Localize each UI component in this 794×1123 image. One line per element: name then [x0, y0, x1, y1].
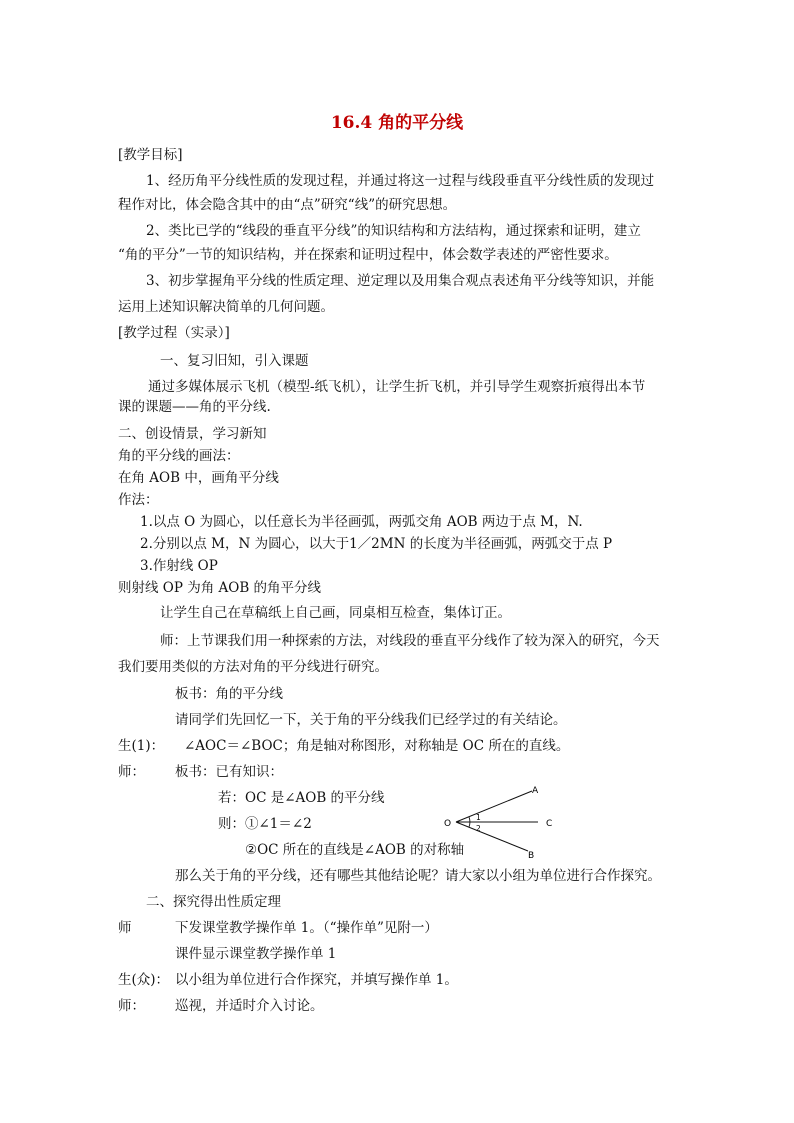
- label-o: O: [444, 819, 452, 829]
- label-c: C: [546, 819, 553, 829]
- label-a: A: [532, 786, 539, 796]
- process-heading: [教学过程（实录）]: [118, 325, 230, 341]
- open-question: 那么关于角的平分线，还有哪些其他结论呢？请大家以小组为单位进行合作探究。: [175, 868, 661, 884]
- section1-heading: 一、复习旧知，引入课题: [160, 353, 309, 369]
- bisector-task: 在角 AOB 中，画角平分线: [118, 470, 279, 486]
- if-statement: 若：OC 是∠AOB 的平分线: [218, 790, 385, 806]
- board-note-1: 板书：角的平分线: [175, 686, 283, 702]
- conclusion: 则射线 OP 为角 AOB 的角平分线: [118, 580, 322, 596]
- objective-line-5: 3、初步掌握角平分线的性质定理、逆定理以及用集合观点表述角平分线等知识，并能: [146, 273, 655, 289]
- angle-bisector-diagram: [440, 780, 570, 862]
- objective-line-3: 2、类比已学的“线段的垂直平分线”的知识结构和方法结构，通过探索和证明，建立: [146, 223, 641, 239]
- objective-line-1: 1、经历角平分线性质的发现过程，并通过将这一过程与线段垂直平分线性质的发现过: [146, 173, 655, 189]
- section1-text-2: 课的课题——角的平分线.: [118, 399, 271, 415]
- label-b: B: [528, 851, 535, 861]
- teacher2-label: 师: [118, 920, 132, 936]
- students-label: 生(众)：: [118, 972, 170, 988]
- student1-label: 生(1)：: [118, 738, 165, 754]
- objective-line-6: 运用上述知识解决简单的几何问题。: [118, 299, 334, 315]
- step-3: 3.作射线 OP: [140, 558, 218, 574]
- label-angle-2: 2: [476, 824, 481, 833]
- section1-text-1: 通过多媒体展示飞机（模型-纸飞机），让学生折飞机，并引导学生观察折痕得出本节: [148, 379, 646, 395]
- document-title: 16.4 角的平分线: [330, 113, 464, 133]
- step-2: 2.分别以点 M，N 为圆心，以大于1／2MN 的长度为半径画弧，两弧交于点 P: [140, 536, 613, 552]
- ray-ob: [456, 822, 528, 851]
- self-check: 让学生自己在草稿纸上自己画，同桌相互检查，集体订正。: [160, 605, 511, 621]
- board-note-2: 板书：已有知识：: [175, 764, 283, 780]
- then-statement: 则：①∠1＝∠2: [218, 816, 312, 832]
- teacher3-text: 巡视，并适时介入讨论。: [175, 998, 324, 1014]
- label-angle-1: 1: [476, 813, 481, 822]
- recall-prompt: 请同学们先回忆一下，关于角的平分线我们已经学过的有关结论。: [175, 712, 567, 728]
- teacher-intro-1: 师：上节课我们用一种探索的方法，对线段的垂直平分线作了较为深入的研究，今天: [160, 633, 660, 649]
- step-1: 1.以点 O 为圆心，以任意长为半径画弧，两弧交角 AOB 两边于点 M，N.: [140, 514, 583, 530]
- objective-line-2: 程作对比，体会隐含其中的由“点”研究“线”的研究思想。: [118, 197, 457, 213]
- objectives-heading: [教学目标]: [118, 147, 183, 163]
- method-label: 作法：: [118, 492, 159, 508]
- ray-oa: [456, 791, 532, 822]
- teacher2-text: 下发课堂教学操作单 1。（“操作单”见附一）: [175, 920, 438, 936]
- courseware-note: 课件显示课堂教学操作单 1: [175, 946, 337, 962]
- section3-heading: 二、探究得出性质定理: [146, 894, 281, 910]
- then-statement-2: ②OC 所在的直线是∠AOB 的对称轴: [245, 842, 465, 858]
- teacher3-label: 师：: [118, 998, 145, 1014]
- section2-heading: 二、创设情景，学习新知: [118, 426, 267, 442]
- student1-text: ∠AOC＝∠BOC；角是轴对称图形，对称轴是 OC 所在的直线。: [184, 738, 570, 754]
- teacher-intro-2: 我们要用类似的方法对角的平分线进行研究。: [118, 659, 388, 675]
- teacher-label: 师：: [118, 764, 145, 780]
- students-text: 以小组为单位进行合作探究，并填写操作单 1。: [175, 972, 458, 988]
- objective-line-4: “角的平分”一节的知识结构，并在探索和证明过程中，体会数学表述的严密性要求。: [118, 247, 618, 263]
- bisector-method-title: 角的平分线的画法：: [118, 448, 240, 464]
